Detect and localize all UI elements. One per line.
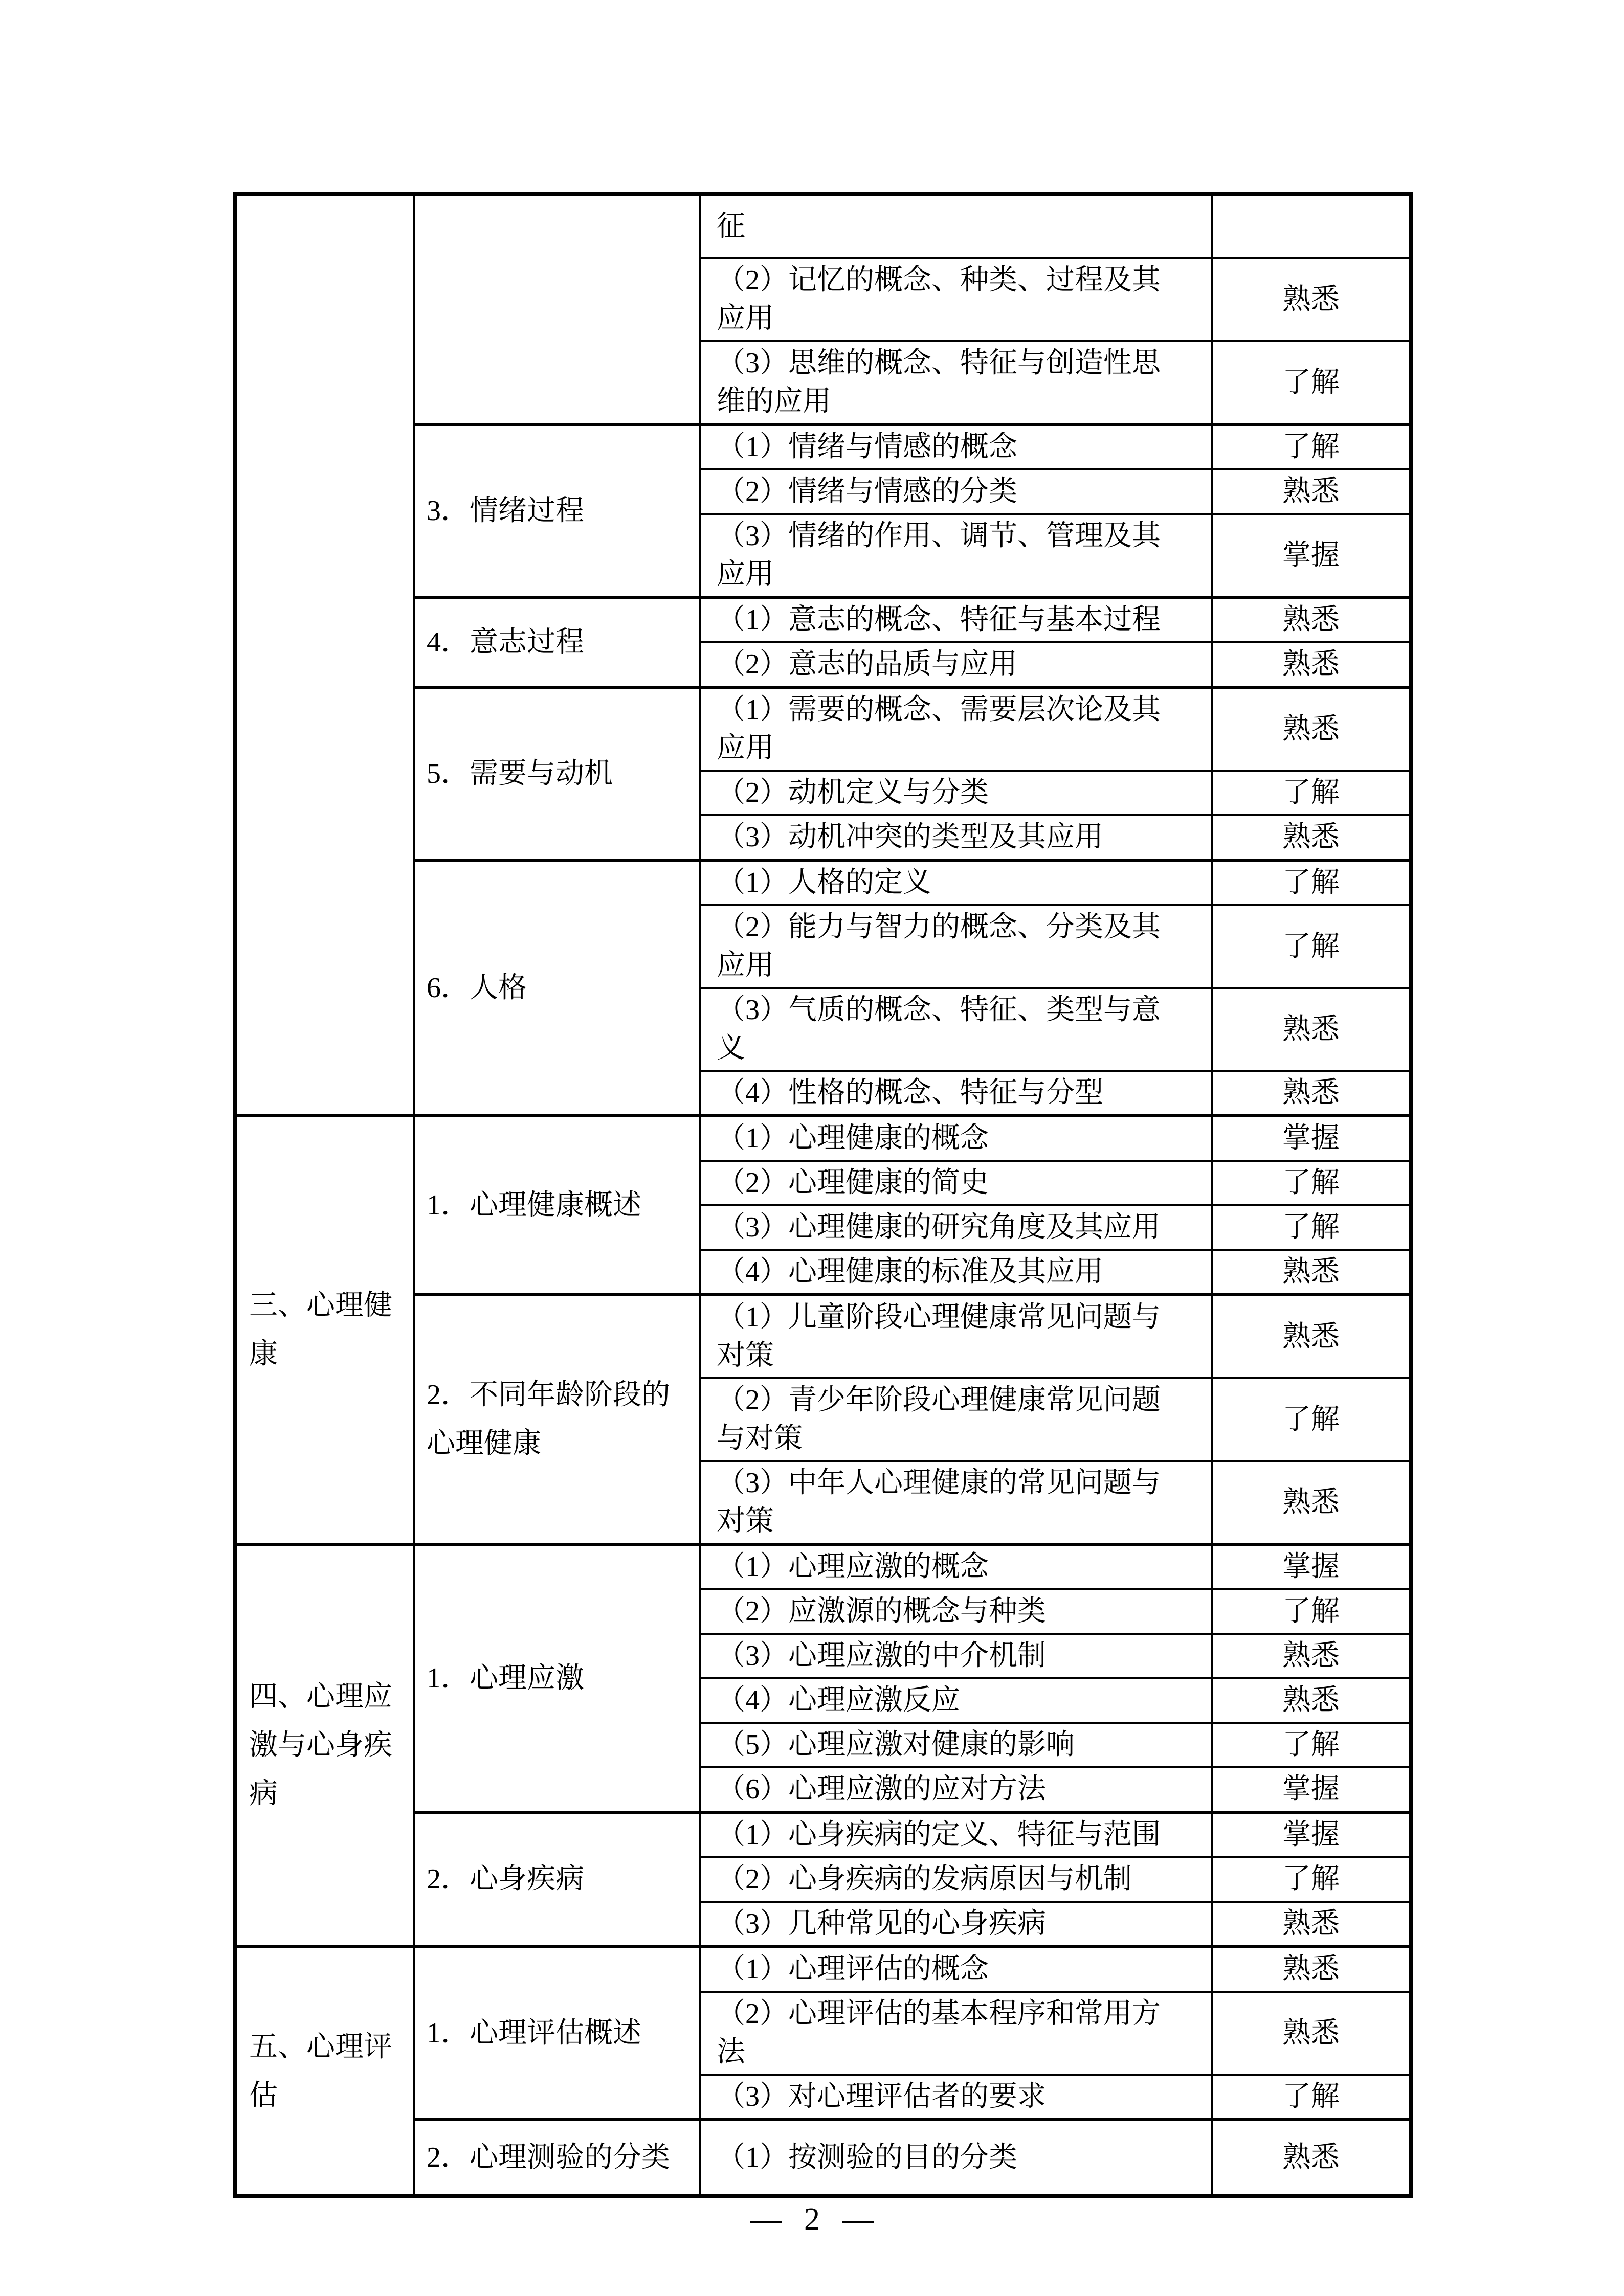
level-cell: 掌握 bbox=[1212, 1116, 1411, 1161]
level-cell: 熟悉 bbox=[1212, 1678, 1411, 1723]
item-cell: （2）心理健康的简史 bbox=[700, 1161, 1212, 1205]
level-cell: 掌握 bbox=[1212, 1812, 1411, 1857]
level-cell: 了解 bbox=[1212, 860, 1411, 905]
item-cell: （3）思维的概念、特征与创造性思维的应用 bbox=[700, 341, 1212, 424]
item-cell: （1）人格的定义 bbox=[700, 860, 1212, 905]
item-cell: 征 bbox=[700, 194, 1212, 258]
subsection-label-cell: 5．需要与动机 bbox=[414, 687, 700, 860]
item-cell: （1）按测验的目的分类 bbox=[700, 2120, 1212, 2196]
table-row bbox=[235, 194, 1411, 258]
level-cell: 了解 bbox=[1212, 905, 1411, 988]
level-cell: 熟悉 bbox=[1212, 815, 1411, 860]
level-cell bbox=[1212, 194, 1411, 258]
item-cell: （2）应激源的概念与种类 bbox=[700, 1589, 1212, 1634]
table-row bbox=[235, 1544, 1411, 1589]
item-cell: （6）心理应激的应对方法 bbox=[700, 1767, 1212, 1812]
item-cell: （1）情绪与情感的概念 bbox=[700, 424, 1212, 469]
subsection-label-cell: 1．心理应激 bbox=[414, 1544, 700, 1812]
level-cell: 熟悉 bbox=[1212, 1947, 1411, 1992]
item-cell: （3）气质的概念、特征、类型与意义 bbox=[700, 988, 1212, 1071]
level-cell: 熟悉 bbox=[1212, 1634, 1411, 1678]
item-cell: （3）中年人心理健康的常见问题与对策 bbox=[700, 1461, 1212, 1544]
level-cell: 了解 bbox=[1212, 771, 1411, 815]
item-cell: （3）动机冲突的类型及其应用 bbox=[700, 815, 1212, 860]
item-cell: （3）心理健康的研究角度及其应用 bbox=[700, 1205, 1212, 1250]
subsection-label-cell: 1．心理健康概述 bbox=[414, 1116, 700, 1295]
item-cell: （2）情绪与情感的分类 bbox=[700, 469, 1212, 514]
item-cell: （1）需要的概念、需要层次论及其应用 bbox=[700, 687, 1212, 771]
level-cell: 熟悉 bbox=[1212, 1250, 1411, 1295]
level-cell: 了解 bbox=[1212, 1723, 1411, 1767]
section-label-cell: 三、心理健康 bbox=[235, 1116, 414, 1544]
item-cell: （2）记忆的概念、种类、过程及其应用 bbox=[700, 258, 1212, 341]
level-cell: 了解 bbox=[1212, 424, 1411, 469]
level-cell: 熟悉 bbox=[1212, 1902, 1411, 1947]
subsection-label-cell: 6．人格 bbox=[414, 860, 700, 1116]
section-label-cell bbox=[235, 194, 414, 1116]
table-row bbox=[235, 1947, 1411, 1992]
item-cell: （4）心理健康的标准及其应用 bbox=[700, 1250, 1212, 1295]
level-cell: 了解 bbox=[1212, 1161, 1411, 1205]
item-cell: （3）心理应激的中介机制 bbox=[700, 1634, 1212, 1678]
subsection-label-cell: 2．心理测验的分类 bbox=[414, 2120, 700, 2196]
table-row bbox=[235, 1116, 1411, 1161]
level-cell: 了解 bbox=[1212, 1589, 1411, 1634]
item-cell: （3）情绪的作用、调节、管理及其应用 bbox=[700, 514, 1212, 597]
level-cell: 熟悉 bbox=[1212, 469, 1411, 514]
level-cell: 熟悉 bbox=[1212, 1071, 1411, 1116]
subsection-label-cell: 2．心身疾病 bbox=[414, 1812, 700, 1947]
item-cell: （3）几种常见的心身疾病 bbox=[700, 1902, 1212, 1947]
item-cell: （5）心理应激对健康的影响 bbox=[700, 1723, 1212, 1767]
item-cell: （1）儿童阶段心理健康常见问题与对策 bbox=[700, 1295, 1212, 1378]
item-cell: （1）心理应激的概念 bbox=[700, 1544, 1212, 1589]
item-cell: （2）动机定义与分类 bbox=[700, 771, 1212, 815]
level-cell: 掌握 bbox=[1212, 1767, 1411, 1812]
level-cell: 熟悉 bbox=[1212, 1461, 1411, 1544]
section-label-cell: 四、心理应激与心身疾病 bbox=[235, 1544, 414, 1947]
level-cell: 掌握 bbox=[1212, 514, 1411, 597]
item-cell: （3）对心理评估者的要求 bbox=[700, 2075, 1212, 2120]
level-cell: 了解 bbox=[1212, 1857, 1411, 1902]
level-cell: 熟悉 bbox=[1212, 687, 1411, 771]
subsection-label-cell: 1．心理评估概述 bbox=[414, 1947, 700, 2120]
subsection-label-cell bbox=[414, 194, 700, 424]
item-cell: （1）心身疾病的定义、特征与范围 bbox=[700, 1812, 1212, 1857]
page-number: — 2 — bbox=[750, 2202, 874, 2237]
level-cell: 熟悉 bbox=[1212, 597, 1411, 642]
item-cell: （2）意志的品质与应用 bbox=[700, 642, 1212, 687]
level-cell: 了解 bbox=[1212, 1378, 1411, 1461]
level-cell: 熟悉 bbox=[1212, 1295, 1411, 1378]
level-cell: 了解 bbox=[1212, 2075, 1411, 2120]
level-cell: 熟悉 bbox=[1212, 2120, 1411, 2196]
level-cell: 了解 bbox=[1212, 341, 1411, 424]
item-cell: （4）心理应激反应 bbox=[700, 1678, 1212, 1723]
level-cell: 熟悉 bbox=[1212, 1992, 1411, 2075]
item-cell: （1）心理评估的概念 bbox=[700, 1947, 1212, 1992]
subsection-label-cell: 3．情绪过程 bbox=[414, 424, 700, 597]
item-cell: （1）心理健康的概念 bbox=[700, 1116, 1212, 1161]
section-label-cell: 五、心理评估 bbox=[235, 1947, 414, 2196]
level-cell: 熟悉 bbox=[1212, 988, 1411, 1071]
item-cell: （2）青少年阶段心理健康常见问题与对策 bbox=[700, 1378, 1212, 1461]
item-cell: （2）能力与智力的概念、分类及其应用 bbox=[700, 905, 1212, 988]
item-cell: （2）心身疾病的发病原因与机制 bbox=[700, 1857, 1212, 1902]
level-cell: 了解 bbox=[1212, 1205, 1411, 1250]
level-cell: 熟悉 bbox=[1212, 258, 1411, 341]
item-cell: （1）意志的概念、特征与基本过程 bbox=[700, 597, 1212, 642]
item-cell: （4）性格的概念、特征与分型 bbox=[700, 1071, 1212, 1116]
item-cell: （2）心理评估的基本程序和常用方法 bbox=[700, 1992, 1212, 2075]
level-cell: 掌握 bbox=[1212, 1544, 1411, 1589]
syllabus-table bbox=[233, 192, 1413, 2198]
subsection-label-cell: 4．意志过程 bbox=[414, 597, 700, 687]
subsection-label-cell: 2．不同年龄阶段的心理健康 bbox=[414, 1295, 700, 1544]
level-cell: 熟悉 bbox=[1212, 642, 1411, 687]
